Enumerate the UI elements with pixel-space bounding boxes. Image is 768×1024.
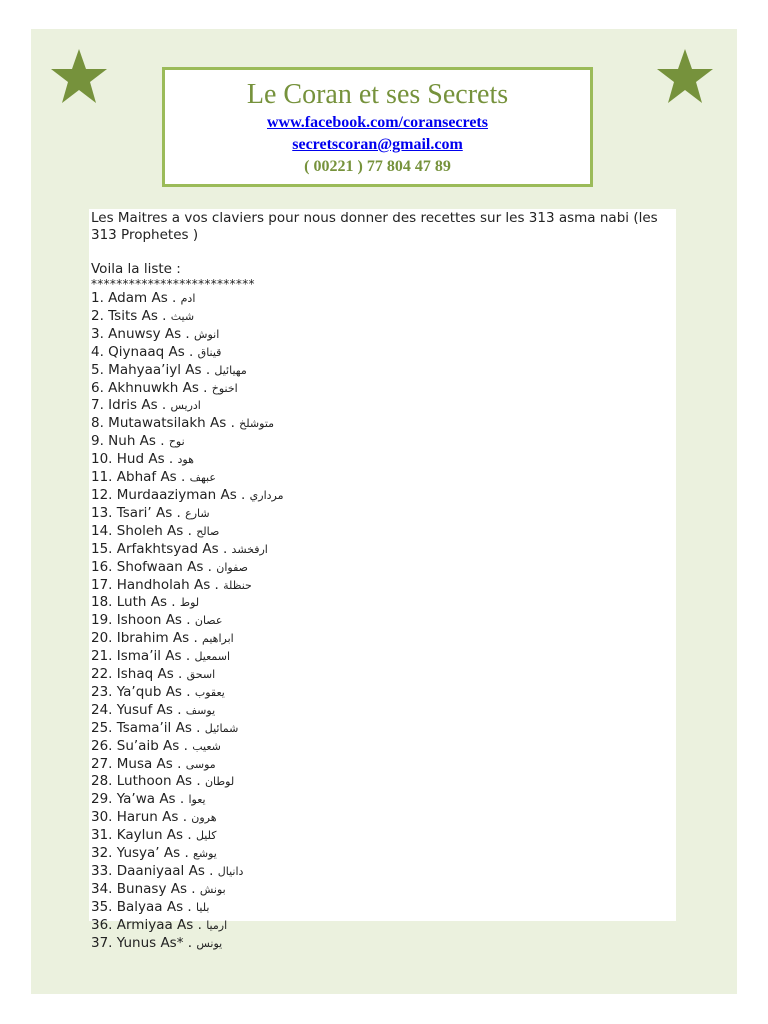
prophet-arabic-name: شمائيل: [204, 721, 239, 735]
prophet-name: 27. Musa As .: [91, 755, 182, 772]
list-item: [91, 415, 676, 433]
list-item: [91, 397, 676, 415]
list-item: [91, 809, 676, 827]
prophet-name: 2. Tsits As .: [91, 307, 167, 324]
prophet-arabic-name: ادريس: [170, 399, 201, 413]
prophet-name: 16. Shofwaan As .: [91, 558, 212, 575]
content-area: [89, 209, 676, 951]
prophet-name: 12. Murdaaziyman As .: [91, 486, 246, 503]
prophet-arabic-name: مهيائيل: [214, 363, 247, 377]
list-item: [91, 773, 676, 791]
prophet-name: 6. Akhnuwkh As .: [91, 379, 208, 396]
prophet-list: [91, 290, 676, 953]
prophet-name: 23. Ya’qub As .: [91, 683, 191, 700]
list-item: [91, 827, 676, 845]
list-item: [91, 720, 676, 738]
prophet-arabic-name: بليا: [196, 900, 210, 914]
prophet-arabic-name: متوشلخ: [239, 417, 275, 431]
prophet-name: 10. Hud As .: [91, 451, 174, 468]
list-item: [91, 594, 676, 612]
prophet-name: 30. Harun As .: [91, 809, 187, 826]
prophet-name: 36. Armiyaa As .: [91, 916, 202, 933]
separator: **************************: [91, 277, 255, 291]
email-link[interactable]: secretscoran@gmail.com: [292, 136, 463, 153]
list-item: [91, 845, 676, 863]
prophet-arabic-name: عصان: [194, 614, 223, 628]
prophet-name: 18. Luth As .: [91, 594, 176, 611]
list-item: [91, 791, 676, 809]
list-item: [91, 487, 676, 505]
prophet-name: 28. Luthoon As .: [91, 773, 201, 790]
list-item: [91, 917, 676, 935]
list-item: [91, 738, 676, 756]
prophet-arabic-name: شعيب: [192, 739, 221, 753]
list-item: [91, 308, 676, 326]
prophet-arabic-name: يعوا: [188, 793, 206, 807]
prophet-name: 37. Yunus As* .: [91, 934, 193, 951]
list-item: [91, 469, 676, 487]
list-item: [91, 684, 676, 702]
prophet-name: 25. Tsama’il As .: [91, 719, 201, 736]
prophet-arabic-name: لوطان: [204, 775, 235, 789]
list-item: [91, 863, 676, 881]
prophet-name: 15. Arfakhtsyad As .: [91, 540, 228, 557]
prophet-name: 8. Mutawatsilakh As .: [91, 415, 235, 432]
prophet-arabic-name: ارفخشد: [231, 542, 268, 556]
intro-text: Les Maitres a vos claviers pour nous donner des recettes sur les 313 asma nabi (les 313 Prophetes ): [91, 210, 658, 243]
prophet-name: 33. Daaniyaal As .: [91, 863, 214, 879]
prophet-arabic-name: اخنوخ: [211, 381, 238, 395]
star-icon: [655, 47, 715, 107]
prophet-arabic-name: يعقوب: [194, 685, 225, 699]
prophet-arabic-name: ادم: [180, 292, 196, 305]
list-item: [91, 451, 676, 469]
prophet-arabic-name: صفوان: [216, 560, 248, 574]
star-icon: [49, 47, 109, 107]
list-item: [91, 559, 676, 577]
prophet-arabic-name: مرداري: [249, 488, 284, 502]
list-item: [91, 648, 676, 666]
prophet-arabic-name: نوح: [168, 435, 185, 449]
prophet-arabic-name: يونس: [196, 936, 223, 950]
prophet-arabic-name: اسمعيل: [194, 650, 231, 664]
prophet-name: 35. Balyaa As .: [91, 898, 192, 915]
prophet-arabic-name: يوشع: [193, 847, 217, 861]
list-item: [91, 577, 676, 595]
prophet-arabic-name: شيث: [170, 309, 195, 323]
prophet-name: 32. Yusya’ As .: [91, 845, 189, 862]
prophet-name: 20. Ibrahim As .: [91, 630, 198, 647]
list-item: [91, 541, 676, 559]
list-item: [91, 881, 676, 899]
prophet-name: 13. Tsari’ As .: [91, 504, 181, 521]
prophet-arabic-name: ابراهيم: [202, 632, 234, 646]
list-item: [91, 612, 676, 630]
prophet-name: 11. Abhaf As .: [91, 469, 186, 486]
list-item: [91, 433, 676, 451]
list-item: [91, 935, 676, 953]
prophet-arabic-name: اسحق: [186, 668, 216, 682]
prophet-arabic-name: موسى: [185, 757, 216, 771]
prophet-arabic-name: يوسف: [185, 703, 216, 717]
list-heading: Voila la liste :: [91, 261, 181, 277]
list-item: [91, 523, 676, 541]
prophet-arabic-name: دانيال: [217, 865, 244, 878]
header-box: [162, 67, 593, 187]
prophet-arabic-name: بونش: [199, 882, 226, 896]
list-item: [91, 290, 676, 308]
list-item: [91, 756, 676, 774]
list-item: [91, 380, 676, 398]
prophet-arabic-name: كليل: [195, 829, 217, 843]
list-item: [91, 344, 676, 362]
prophet-name: 19. Ishoon As .: [91, 612, 191, 629]
facebook-link[interactable]: www.facebook.com/coransecrets: [267, 114, 488, 131]
prophet-name: 29. Ya’wa As .: [91, 791, 185, 808]
prophet-arabic-name: حنظلة: [223, 578, 252, 592]
prophet-name: 26. Su’aib As .: [91, 737, 188, 754]
phone-number: ( 00221 ) 77 804 47 89: [304, 158, 451, 175]
prophet-arabic-name: انوش: [194, 327, 220, 341]
prophet-name: 5. Mahyaa’iyl As .: [91, 361, 211, 378]
prophet-arabic-name: صالح: [196, 524, 220, 538]
prophet-name: 21. Isma’il As .: [91, 648, 191, 665]
prophet-name: 9. Nuh As .: [91, 433, 165, 450]
prophet-name: 3. Anuwsy As .: [91, 325, 190, 342]
list-item: [91, 666, 676, 684]
prophet-name: 24. Yusuf As .: [91, 701, 182, 718]
prophet-arabic-name: هرون: [191, 811, 217, 825]
prophet-name: 1. Adam As .: [91, 290, 177, 306]
prophet-arabic-name: ارميا: [206, 918, 228, 932]
list-item: [91, 505, 676, 523]
prophet-name: 7. Idris As .: [91, 397, 167, 414]
prophet-name: 22. Ishaq As .: [91, 666, 183, 683]
prophet-arabic-name: عبهف: [189, 471, 216, 485]
prophet-arabic-name: شارع: [185, 506, 210, 520]
prophet-name: 34. Bunasy As .: [91, 880, 196, 897]
prophet-arabic-name: قيناق: [197, 345, 222, 359]
prophet-name: 4. Qiynaaq As .: [91, 343, 194, 360]
prophet-name: 14. Sholeh As .: [91, 522, 192, 539]
prophet-arabic-name: لوط: [179, 596, 200, 610]
list-item: [91, 326, 676, 344]
list-item: [91, 362, 676, 380]
page-title: Le Coran et ses Secrets: [246, 79, 509, 110]
list-item: [91, 630, 676, 648]
list-item: [91, 899, 676, 917]
prophet-arabic-name: هود: [177, 453, 194, 467]
prophet-name: 31. Kaylun As .: [91, 827, 192, 844]
list-item: [91, 702, 676, 720]
prophet-name: 17. Handholah As .: [91, 576, 219, 593]
